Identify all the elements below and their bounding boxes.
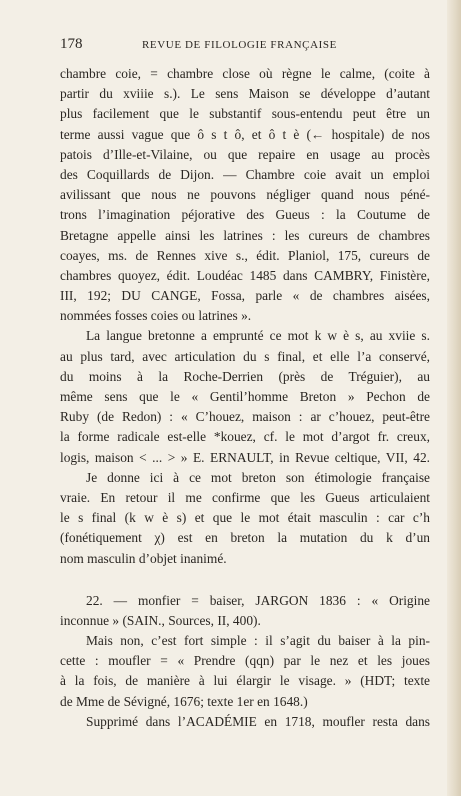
text-line: des Coquillards de Dijon. — Chambre coie avait un emploi bbox=[60, 166, 430, 182]
text-line: chambres quoyez, édit. Loudéac 1485 dans CAMBRY, Finistère, bbox=[60, 267, 430, 283]
text-line: logis, maison < ... > » E. ERNAULT, in Revue celtique, VII, 42. bbox=[60, 449, 430, 465]
page-number: 178 bbox=[60, 36, 83, 52]
text-line: Ruby (de Redon) : « C’houez, maison : ar c’houez, peut-être bbox=[60, 409, 430, 425]
page-header bbox=[60, 36, 418, 56]
paragraph-entry-22 bbox=[60, 591, 430, 631]
running-head: REVUE DE FILOLOGIE FRANÇAISE bbox=[142, 39, 337, 51]
text-line: nom masculin d’objet inanimé. bbox=[60, 550, 227, 566]
text-line: au plus tard, avec articulation du s final, et elle l’a conservé, bbox=[60, 348, 430, 364]
text-line: Bretagne appelle ainsi les latrines : les cureurs de chambres bbox=[60, 227, 430, 243]
text-line: cette : moufler = « Prendre (qqn) par le nez et les joues bbox=[60, 653, 430, 669]
text-line: partir du xviiie s.). Le sens Maison se développe d’autant bbox=[60, 86, 430, 102]
text-line: Mais non, c’est fort simple : il s’agit du baiser à la pin- bbox=[86, 633, 430, 649]
body-text bbox=[60, 64, 430, 732]
paragraph-chambre-coie bbox=[60, 64, 430, 326]
text-line: chambre coie, = chambre close où règne le calme, (coite à bbox=[60, 66, 430, 81]
paragraph-etimologie bbox=[60, 468, 430, 569]
entry-headline: 22. — monfier = baiser, JARGON 1836 : « Origine bbox=[86, 592, 430, 608]
text-line: la forme radicale est-elle *kouez, cf. le mot d’argot fr. creux, bbox=[60, 429, 430, 445]
text-line: le s final (k w è s) et que le mot était masculin : car c’h bbox=[60, 510, 430, 526]
text-line: vraie. En retour il me confirme que les Gueus articulaient bbox=[60, 489, 430, 505]
text-line: III, 192; DU CANGE, Fossa, parle « de chambres aisées, bbox=[60, 288, 430, 304]
section-gap bbox=[60, 569, 430, 591]
text-line: nommées fosses coies ou latrines ». bbox=[60, 308, 252, 324]
text-line: même sens que le « Gentil’homme Breton » Pechon de bbox=[60, 389, 430, 404]
text-line: (fonétiquement χ) est en breton la mutation du k d’un bbox=[60, 530, 430, 546]
text-line: Je donne ici à ce mot breton son étimologie française bbox=[86, 469, 430, 485]
text-line: de Mme de Sévigné, 1676; texte 1er en 1648.) bbox=[60, 693, 308, 709]
text-line: avilissant que nous ne pouvons négliger quand nous péné- bbox=[60, 187, 430, 203]
text-line: La langue bretonne a emprunté ce mot k w è s, au xviie s. bbox=[86, 328, 430, 344]
text-line: à la fois, de manière à lui élargir le visage. » (HDT; texte bbox=[60, 673, 430, 689]
page-edge-shadow bbox=[447, 0, 461, 796]
text-line: du moins à la Roche-Derrien (près de Tréguier), au bbox=[60, 368, 430, 384]
paragraph-supprime bbox=[60, 712, 430, 732]
text-line: inconnue » (SAIN., Sources, II, 400). bbox=[60, 612, 261, 628]
paragraph-langue-bretonne bbox=[60, 326, 430, 467]
text-line: patois d’Ille-et-Vilaine, ou que repaire en usage au procès bbox=[60, 146, 430, 162]
text-line: coayes, ms. de Rennes xive s., édit. Planiol, 175, cureurs de bbox=[60, 247, 430, 263]
paragraph-mais-non bbox=[60, 631, 430, 712]
text-line: trons l’imagination péjorative des Gueus : la Coutume de bbox=[60, 207, 430, 223]
text-line: plus facilement que le substantif sous-entendu peut être un bbox=[60, 106, 430, 122]
text-line: Supprimé dans l’ACADÉMIE en 1718, moufler resta dans bbox=[86, 713, 430, 729]
text-line: terme aussi vague que ô s t ô, et ô t è (← hospitale) de nos bbox=[60, 126, 430, 142]
